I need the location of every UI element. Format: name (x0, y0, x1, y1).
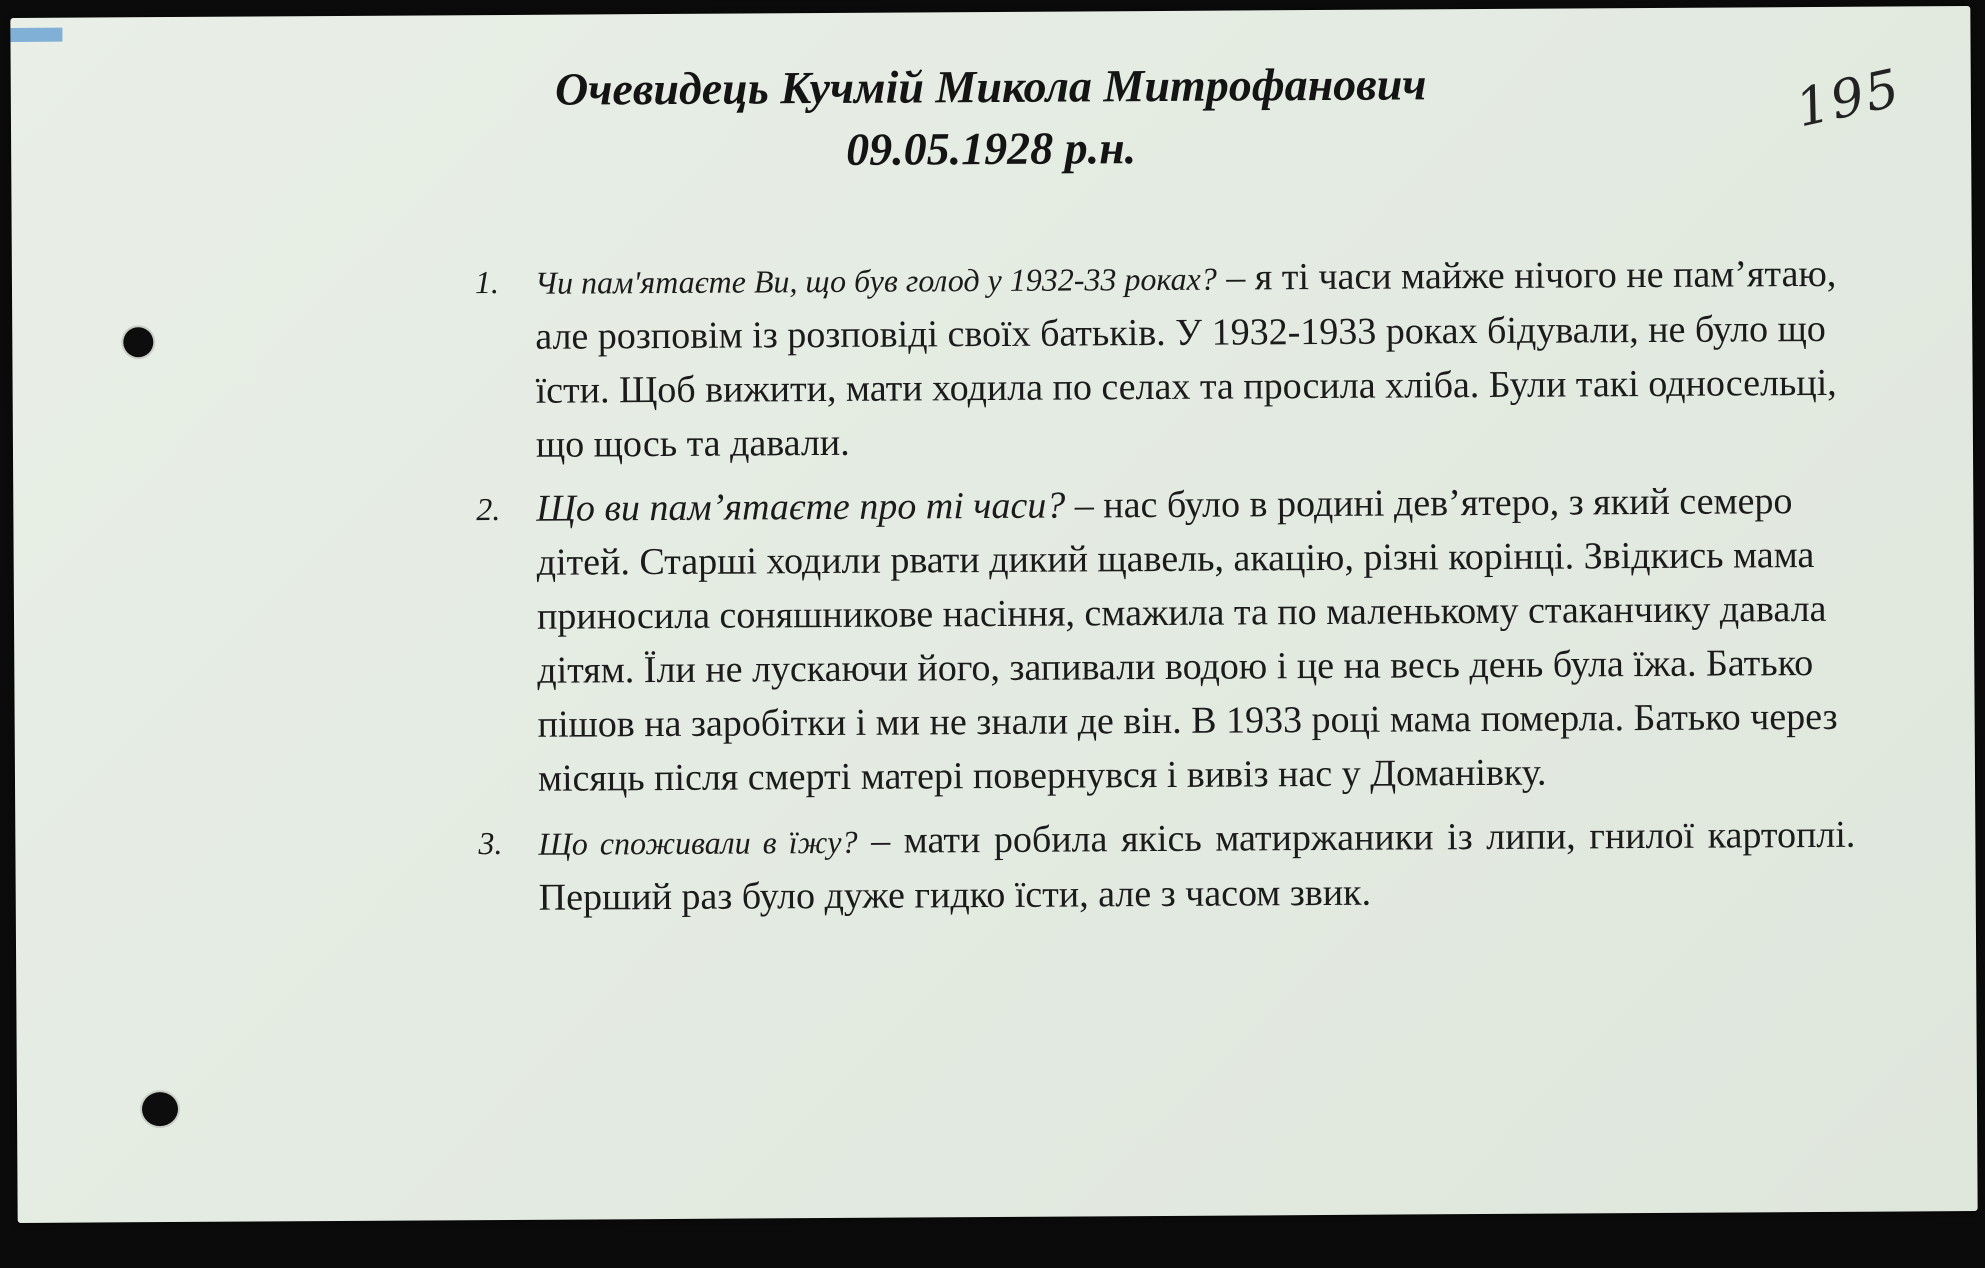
answer-text: – мати робила якісь матиржаники із липи, гнилої картоплі. Перший раз було дуже гидко їсти, але з часом звик. (538, 813, 1856, 919)
item-number: 3. (478, 825, 503, 862)
question-text: Чи пам'ятаєте Ви, що був голод у 1932-33 роках? (534, 260, 1217, 301)
qa-list (467, 247, 1856, 935)
question-text: Що споживали в їжу? (538, 823, 858, 862)
answer-text: – я ті часи майже нічого не пам’ятаю, але розповім із розповіді своїх батьків. У 1932-1933 роках бідували, не було що їсти. Щоб вижити, мати ходила по селах та просила хліба. Були такі односельці, що щось та давали. (535, 252, 1837, 466)
birth-date-heading: 09.05.1928 р.н. (845, 122, 1137, 175)
handwritten-page-number: 195 (1790, 58, 1907, 140)
witness-name-heading: Очевидець Кучмій Микола Митрофанович (554, 58, 1427, 115)
tape-strip (10, 28, 62, 42)
document-page (10, 6, 1977, 1223)
item-number: 2. (476, 491, 501, 528)
punch-hole-top (123, 327, 153, 357)
answer-text: – нас було в родині дев’ятеро, з який семеро дітей. Старші ходили рвати дикий щавель, акацію, різні корінці. Звідкись мама приносила соняшникове насіння, смажила та по маленькому стаканчику давала дітям. Їли не лускаючи його, запивали водою і це на весь день була їжа. Батько пішов на заробітки і ми не знали де він. В 1933 році мама померла. Батько через місяць після смерті матері повернувся і вивіз нас у Доманівку. (536, 480, 1838, 800)
qa-item-1 (467, 247, 1853, 472)
question-text: Що ви пам’ятаєте про ті часи? (536, 484, 1066, 530)
punch-hole-bottom (142, 1092, 178, 1126)
qa-item-3 (470, 808, 1856, 925)
qa-item-2 (468, 474, 1855, 806)
item-number: 1. (474, 264, 500, 301)
